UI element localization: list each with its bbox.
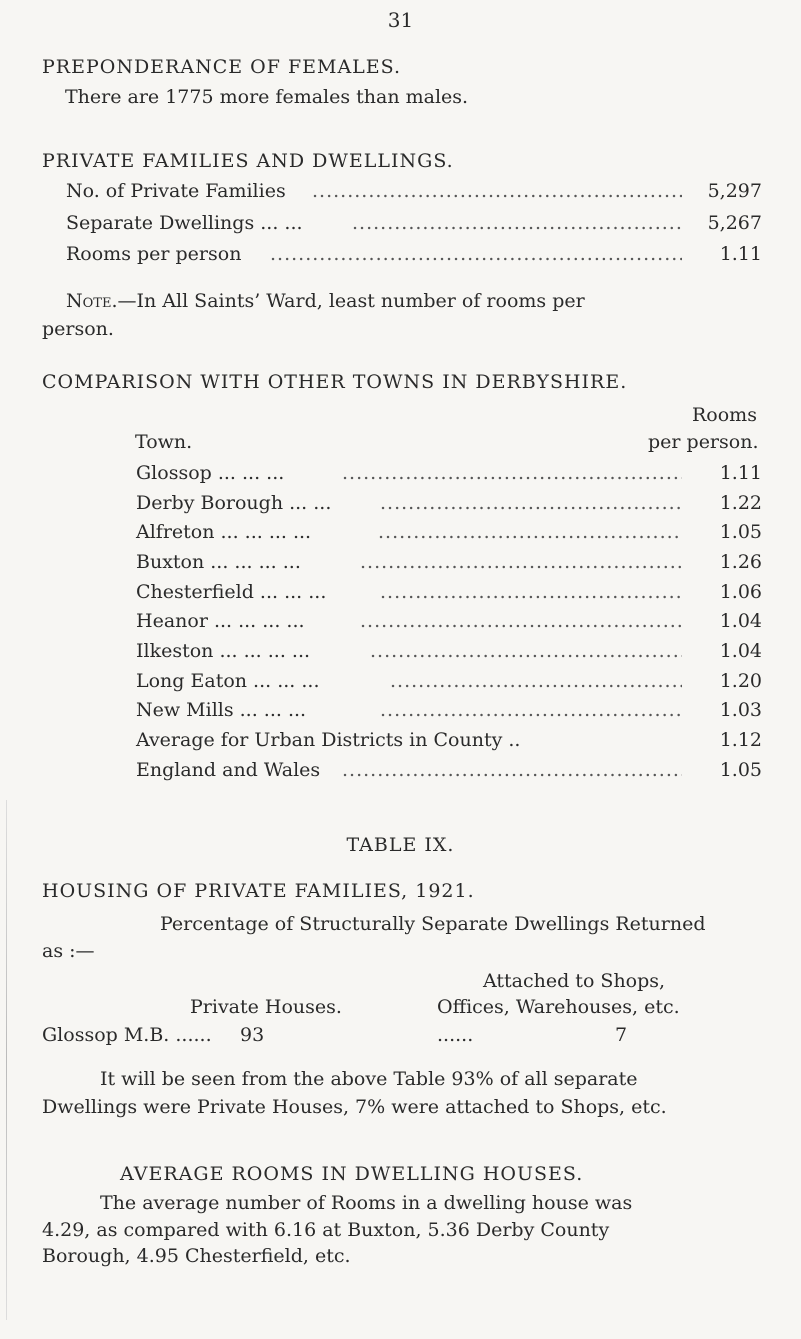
town-name: New Mills ... ... ... xyxy=(136,699,307,721)
town-name: Ilkeston ... ... ... ... xyxy=(136,640,311,662)
table-summary-line2: Dwellings were Private Houses, 7% were attached to Shops, etc. xyxy=(42,1096,667,1118)
rooms-value: 1.26 xyxy=(719,551,762,573)
rooms-value: 1.22 xyxy=(719,492,762,514)
town-name: Heanor ... ... ... ... xyxy=(136,610,305,632)
stat-value: 5,297 xyxy=(707,180,762,202)
comparison-row xyxy=(0,670,801,698)
column-header-per-person: per person. xyxy=(648,431,759,453)
table-cell-dots: ...... xyxy=(437,1024,474,1046)
dot-leader xyxy=(378,521,682,543)
section-heading-average-rooms: AVERAGE ROOMS IN DWELLING HOUSES. xyxy=(120,1163,584,1185)
dot-leader xyxy=(352,212,682,234)
table-row-label: Glossop M.B. ...... xyxy=(42,1024,212,1046)
preponderance-text: There are 1775 more females than males. xyxy=(65,86,469,108)
stat-value: 1.11 xyxy=(719,243,762,265)
rooms-value: 1.04 xyxy=(719,640,762,662)
town-name: Alfreton ... ... ... ... xyxy=(136,521,312,543)
dot-leader xyxy=(342,462,682,484)
section-heading-preponderance: PREPONDERANCE OF FEMALES. xyxy=(42,56,402,78)
dot-leader xyxy=(380,492,682,514)
town-name: Chesterfield ... ... ... xyxy=(136,581,327,603)
column-header-attached-1: Attached to Shops, xyxy=(483,970,666,992)
column-header-town: Town. xyxy=(135,431,193,453)
column-header-private-houses: Private Houses. xyxy=(190,996,342,1018)
town-name: Buxton ... ... ... ... xyxy=(136,551,301,573)
stat-row xyxy=(0,180,801,208)
stat-row xyxy=(0,243,801,271)
column-header-rooms: Rooms xyxy=(692,404,757,426)
dot-leader xyxy=(312,180,682,202)
dot-leader xyxy=(370,640,682,662)
comparison-row xyxy=(0,492,801,520)
comparison-row xyxy=(0,699,801,727)
page-number: 31 xyxy=(387,8,414,32)
comparison-row xyxy=(0,462,801,490)
stat-value: 5,267 xyxy=(707,212,762,234)
town-name: Long Eaton ... ... ... xyxy=(136,670,320,692)
comparison-row xyxy=(0,551,801,579)
average-rooms-line1: The average number of Rooms in a dwelling house was xyxy=(100,1192,633,1214)
dot-leader xyxy=(380,581,682,603)
dot-leader xyxy=(390,670,682,692)
dot-leader xyxy=(270,243,682,265)
comparison-row xyxy=(0,729,801,757)
table-summary-line1: It will be seen from the above Table 93% of all separate xyxy=(100,1068,638,1090)
section-heading-comparison: COMPARISON WITH OTHER TOWNS IN DERBYSHIRE. xyxy=(42,371,628,393)
dot-leader xyxy=(342,759,682,781)
table-cell-private: 93 xyxy=(240,1024,265,1046)
comparison-row xyxy=(0,521,801,549)
comparison-row xyxy=(0,759,801,787)
page-edge-shadow xyxy=(6,800,7,1320)
town-name: Glossop ... ... ... xyxy=(136,462,285,484)
dot-leader xyxy=(360,551,682,573)
note-line xyxy=(66,290,585,312)
table-intro-line2: as :— xyxy=(42,940,95,962)
town-name: England and Wales xyxy=(136,759,321,781)
column-header-attached-2: Offices, Warehouses, etc. xyxy=(437,996,680,1018)
note-label: Note. xyxy=(66,290,118,312)
note-text: —In All Saints’ Ward, least number of rooms per xyxy=(117,290,585,312)
town-name: Average for Urban Districts in County .. xyxy=(136,729,521,751)
rooms-value: 1.04 xyxy=(719,610,762,632)
rooms-value: 1.11 xyxy=(719,462,762,484)
section-heading-private-families: PRIVATE FAMILIES AND DWELLINGS. xyxy=(42,150,454,172)
table-title: TABLE IX. xyxy=(346,834,455,856)
rooms-value: 1.06 xyxy=(719,581,762,603)
dot-leader xyxy=(360,610,682,632)
stat-label: No. of Private Families xyxy=(66,180,286,202)
town-name: Derby Borough ... ... xyxy=(136,492,332,514)
comparison-row xyxy=(0,640,801,668)
rooms-value: 1.12 xyxy=(719,729,762,751)
stat-label: Separate Dwellings ... ... xyxy=(66,212,303,234)
rooms-value: 1.05 xyxy=(719,521,762,543)
comparison-row xyxy=(0,581,801,609)
stat-label: Rooms per person xyxy=(66,243,242,265)
average-rooms-line3: Borough, 4.95 Chesterfield, etc. xyxy=(42,1245,351,1267)
table-cell-attached: 7 xyxy=(615,1024,628,1046)
dot-leader xyxy=(380,699,682,721)
rooms-value: 1.05 xyxy=(719,759,762,781)
stat-row xyxy=(0,212,801,240)
comparison-row xyxy=(0,610,801,638)
note-continuation: person. xyxy=(42,318,114,340)
table-intro-line1: Percentage of Structurally Separate Dwellings Returned xyxy=(160,913,706,935)
average-rooms-line2: 4.29, as compared with 6.16 at Buxton, 5.36 Derby County xyxy=(42,1219,610,1241)
section-heading-housing: HOUSING OF PRIVATE FAMILIES, 1921. xyxy=(42,880,475,902)
rooms-value: 1.20 xyxy=(719,670,762,692)
rooms-value: 1.03 xyxy=(719,699,762,721)
